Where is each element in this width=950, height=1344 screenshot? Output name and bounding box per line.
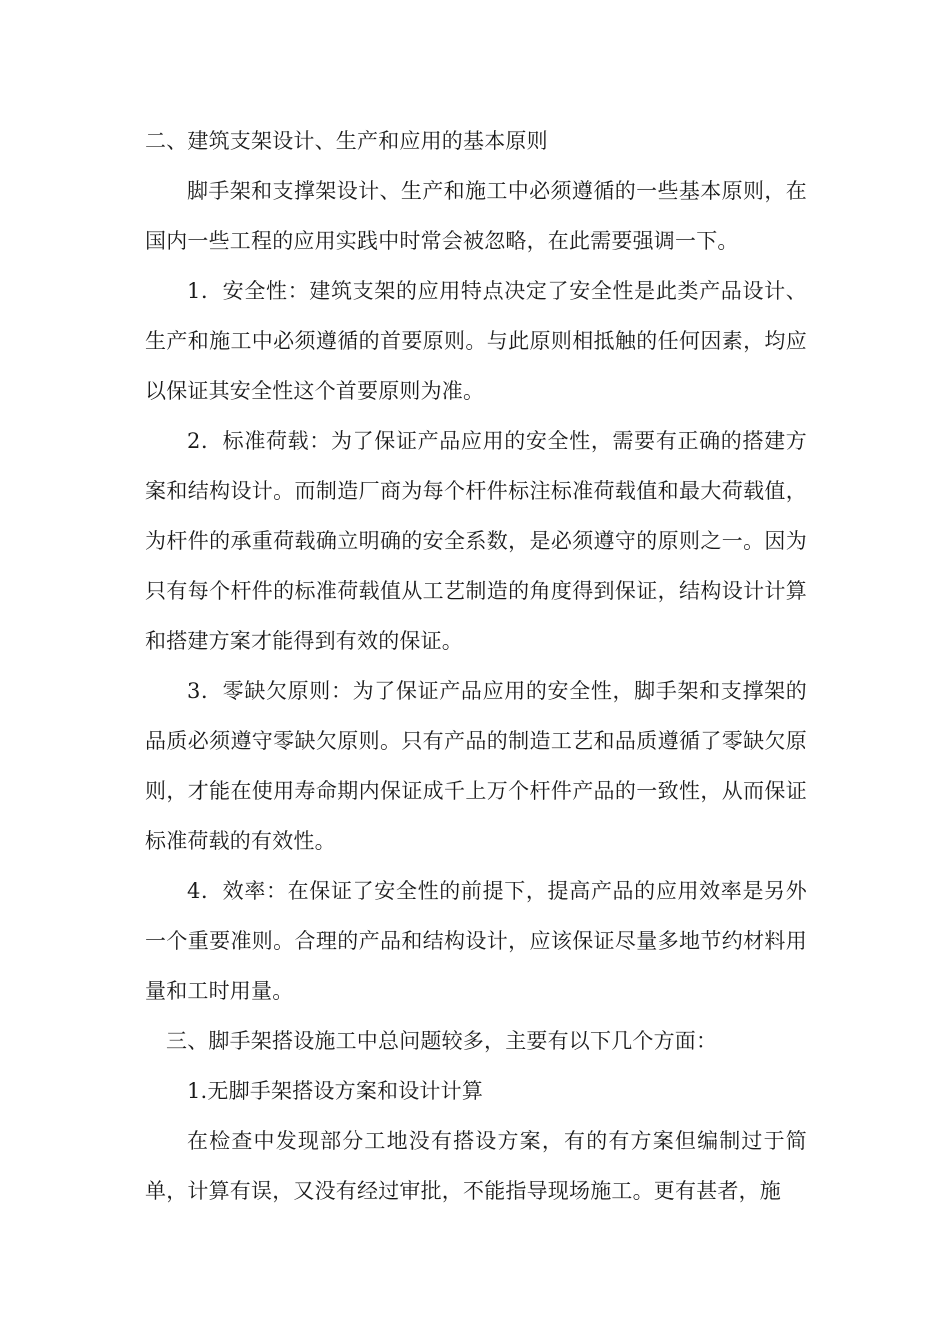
paragraph-principle-zero-defect: 3．零缺欠原则：为了保证产品应用的安全性，脚手架和支撑架的品质必须遵守零缺欠原则。只有产品的制造工艺和品质遵循了零缺欠原则，才能在使用寿命期内保证成千上万个杆件产品的一致性，从而保证标准荷载的有效性。: [145, 679, 807, 853]
paragraph-intro: 脚手架和支撑架设计、生产和施工中必须遵循的一些基本原则，在国内一些工程的应用实践中时常会被忽略，在此需要强调一下。: [145, 179, 807, 253]
paragraph-principle-standard-load: 2．标准荷载：为了保证产品应用的安全性，需要有正确的搭建方案和结构设计。而制造厂商为每个杆件标注标准荷载值和最大荷载值，为杆件的承重荷载确立明确的安全系数，是必须遵守的原则之一。因为只有每个杆件的标准荷载值从工艺制造的角度得到保证，结构设计计算和搭建方案才能得到有效的保证。: [145, 429, 807, 653]
subsection-heading-1: 1.无脚手架搭设方案和设计计算: [187, 1079, 484, 1103]
paragraph-principle-efficiency: 4．效率：在保证了安全性的前提下，提高产品的应用效率是另外一个重要准则。合理的产品和结构设计，应该保证尽量多地节约材料用量和工时用量。: [145, 879, 807, 1003]
section-heading-2: 二、建筑支架设计、生产和应用的基本原则: [145, 129, 548, 153]
paragraph-inspection: 在检查中发现部分工地没有搭设方案，有的有方案但编制过于简单，计算有误，又没有经过审批，不能指导现场施工。更有甚者，施: [145, 1129, 807, 1203]
paragraph-principle-safety: 1．安全性：建筑支架的应用特点决定了安全性是此类产品设计、生产和施工中必须遵循的首要原则。与此原则相抵触的任何因素，均应以保证其安全性这个首要原则为准。: [145, 279, 807, 403]
section-heading-3: 三、脚手架搭设施工中总问题较多，主要有以下几个方面：: [166, 1029, 718, 1053]
document-body: [145, 116, 807, 1216]
